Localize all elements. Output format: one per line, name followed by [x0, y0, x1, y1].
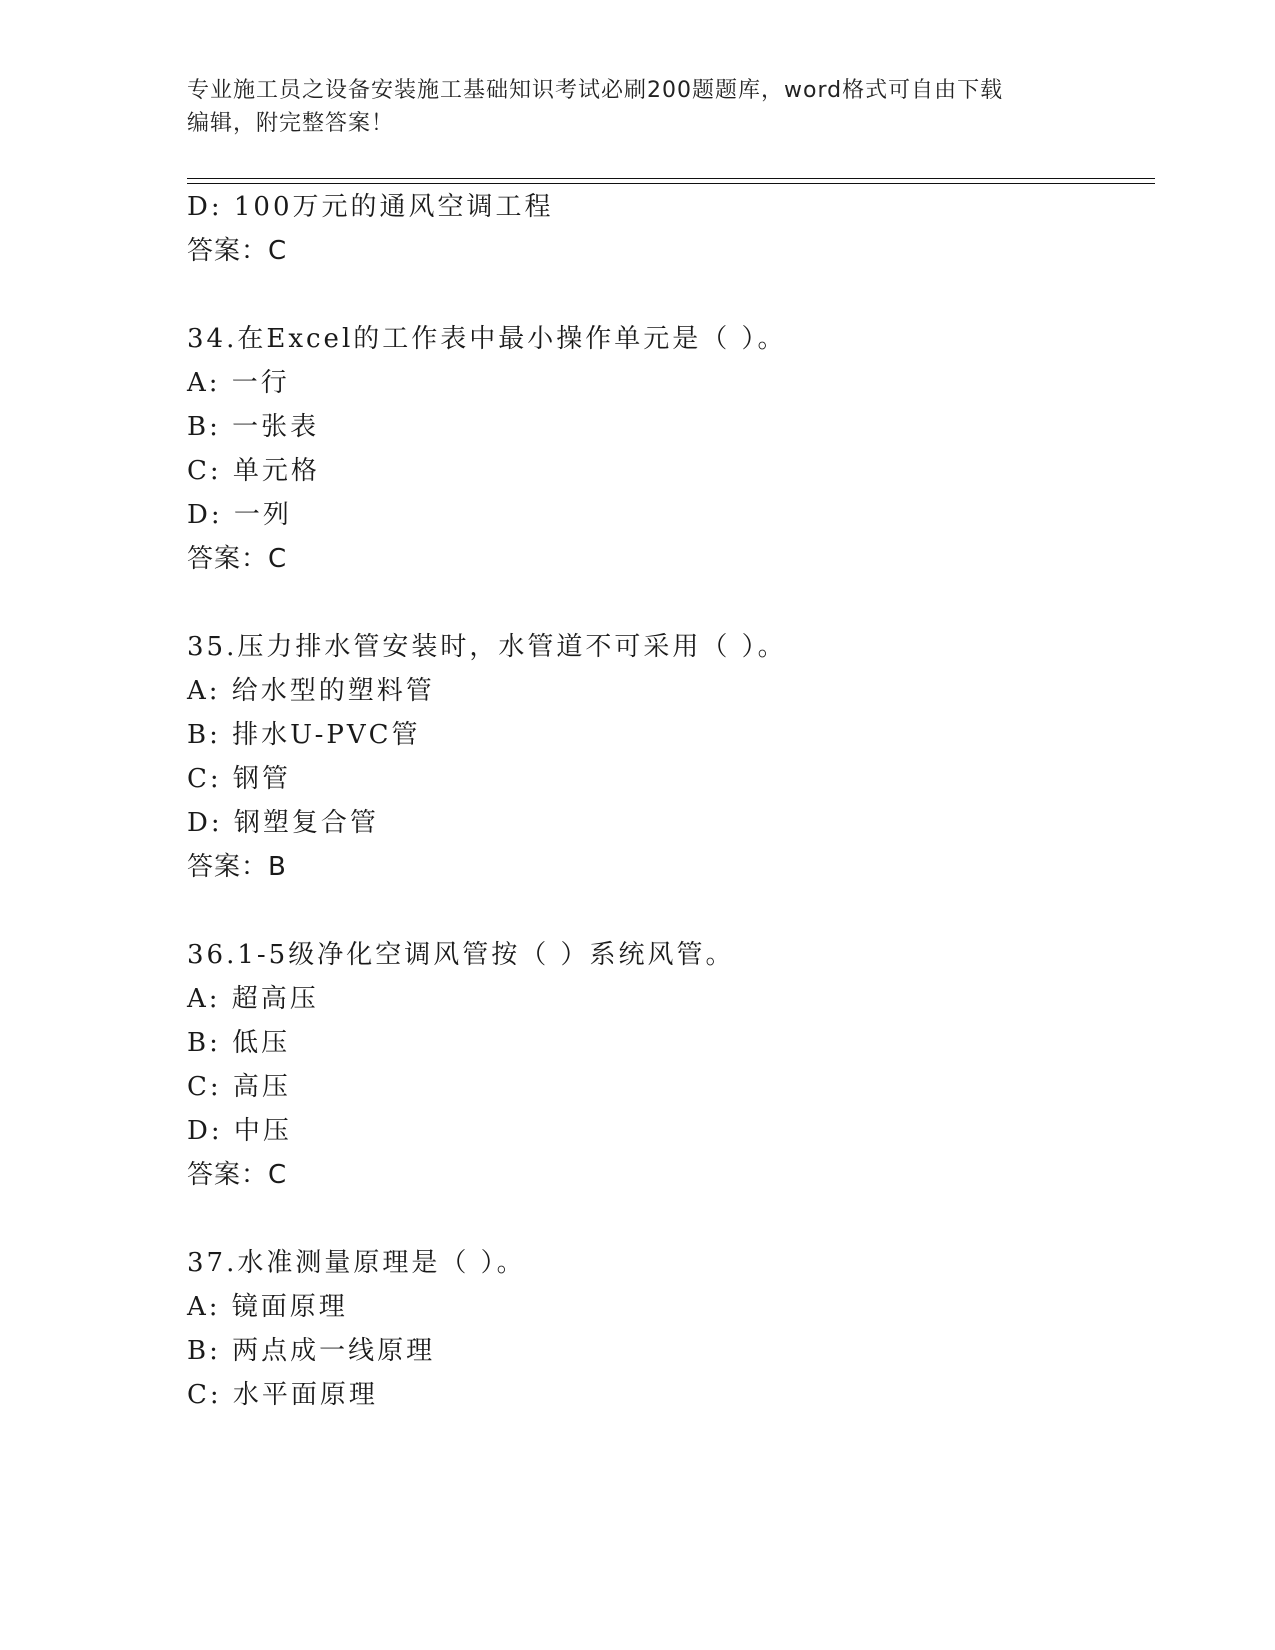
option-a: A: 超高压: [187, 984, 319, 1014]
header-divider-bottom: [187, 183, 1155, 184]
option-c: C: 高压: [187, 1072, 291, 1102]
header-line-1: 专业施工员之设备安装施工基础知识考试必刷200题题库，word格式可自由下载: [187, 78, 1004, 103]
option-d: D: 钢塑复合管: [187, 808, 379, 838]
question-stem: 37.水准测量原理是（ ）。: [187, 1248, 526, 1278]
answer-line: 答案：C: [187, 544, 288, 574]
question-stem: 34.在Excel的工作表中最小操作单元是（ ）。: [187, 324, 787, 354]
option-b: B: 两点成一线原理: [187, 1336, 436, 1366]
header-divider-top: [187, 178, 1155, 179]
option-d: D: 一列: [187, 500, 292, 530]
question-stem: 36.1-5级净化空调风管按（ ）系统风管。: [187, 940, 735, 970]
option-a: A: 镜面原理: [187, 1292, 348, 1322]
option-c: C: 单元格: [187, 456, 320, 486]
option-d: D: 100万元的通风空调工程: [187, 192, 554, 222]
question-stem: 35.压力排水管安装时，水管道不可采用（ ）。: [187, 632, 787, 662]
option-c: C: 水平面原理: [187, 1380, 378, 1410]
header-line-2: 编辑，附完整答案！: [187, 111, 395, 136]
answer-line: 答案：C: [187, 1160, 288, 1190]
option-d: D: 中压: [187, 1116, 292, 1146]
option-b: B: 排水U-PVC管: [187, 720, 421, 750]
option-b: B: 低压: [187, 1028, 291, 1058]
answer-line: 答案：B: [187, 852, 287, 882]
option-a: A: 给水型的塑料管: [187, 676, 435, 706]
option-c: C: 钢管: [187, 764, 291, 794]
document-header: [187, 74, 1067, 140]
answer-line: 答案：C: [187, 236, 288, 266]
option-b: B: 一张表: [187, 412, 320, 442]
option-a: A: 一行: [187, 368, 290, 398]
